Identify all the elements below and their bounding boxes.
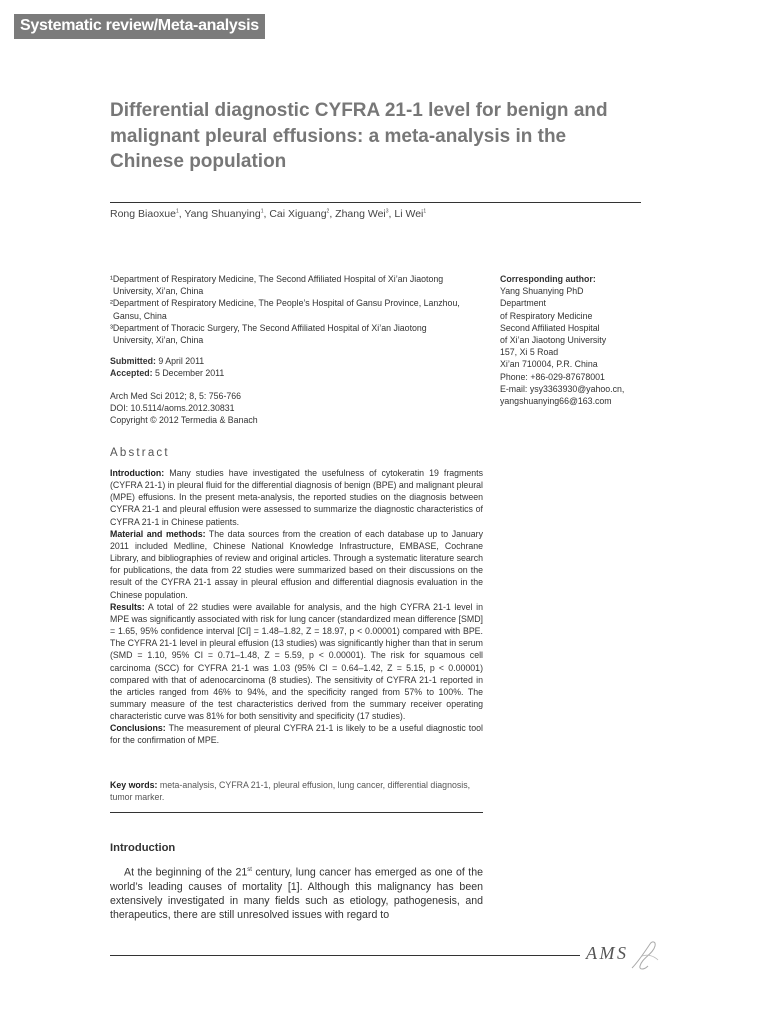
affiliation-line: ²Department of Respiratory Medicine, The People’s Hospital of Gansu Province, Lanzhou, (110, 298, 460, 309)
abstract-section-text: Many studies have investigated the usefulness of cytokeratin 19 fragments (CYFRA 21-1) in pleural fluid for the differential diagnosis of benign (BPE) and malignant pleural (MPE) effusions. In the present meta-analysis, the reported studies on the diagnosis between CYFRA 21-1 and pleural effusion were assessed to summarize the diagnostic characteristics of CYFRA 21-1 in Chinese patients. (110, 468, 483, 527)
abstract-section-label: Material and methods: (110, 528, 206, 539)
corresponding-email[interactable]: E-mail: ysy3363930@yahoo.cn, (500, 383, 625, 394)
doi: DOI: 10.5114/aoms.2012.30831 (110, 403, 235, 414)
author-affiliation-mark: 3 (385, 208, 389, 215)
author-affiliation-mark: 2 (326, 208, 330, 215)
abstract-section-text: The data sources from the creation of each database up to January 2011 included Medline, Chinese National Knowledge Infrastructure, EMBASE, Cochrane Library, and bibliographies of review and original articles. Through a systematic literature search for publications, the data from 22 studies were summarized based on their discussions on the result of the CYFRA 21-1 assay in pleural effusion and differential diagnosis evaluation in the Chinese population. (110, 528, 483, 600)
accepted-label: Accepted: (110, 368, 153, 379)
abstract-section-text: The measurement of pleural CYFRA 21-1 is likely to be a useful diagnostic tool for the confirmation of MPE. (110, 723, 483, 746)
corresponding-line: Phone: +86-029-87678001 (500, 371, 605, 382)
footer-divider (110, 955, 580, 956)
abstract-section-label: Introduction: (110, 468, 165, 478)
affiliation-line: University, Xi’an, China (113, 335, 204, 346)
logo-flourish-icon (628, 938, 662, 974)
corresponding-line: Yang Shuanying PhD (500, 286, 584, 297)
abstract-section (110, 528, 483, 601)
submitted-date: 9 April 2011 (158, 356, 205, 366)
journal-logo: AMS (586, 943, 629, 963)
accepted-date: 5 December 2011 (154, 368, 225, 379)
author-affiliation-mark: 1 (260, 208, 264, 215)
abstract-body (110, 467, 483, 747)
introduction-heading: Introduction (110, 842, 176, 854)
author-name: Cai Xiguang (269, 208, 327, 220)
corresponding-line: 157, Xi 5 Road (500, 347, 559, 358)
affiliation-line: ³Department of Thoracic Surgery, The Second Affiliated Hospital of Xi’an Jiaotong (110, 322, 427, 333)
author-list: Rong Biaoxue$^1$, Yang Shuanying$^1$, Cai Xiguang$^2$, Zhang Wei$^3$, Li Wei$^1$ (110, 208, 427, 220)
affiliation-line: Gansu, China (113, 310, 167, 321)
author-name: Rong Biaoxue (110, 208, 176, 220)
author-affiliation-mark: 1 (175, 208, 179, 215)
journal-citation: Arch Med Sci 2012; 8, 5: 756-766 (110, 391, 242, 401)
author-affiliation-mark: 1 (423, 208, 427, 215)
author-name: Yang Shuanying (184, 208, 261, 220)
title-divider (110, 202, 641, 203)
intro-text: At the beginning of the 21 (124, 866, 248, 879)
corresponding-line: Second Affiliated Hospital (500, 322, 600, 333)
corresponding-line: Department (500, 298, 546, 309)
author-name: Li Wei (394, 208, 424, 220)
introduction-paragraph (110, 863, 483, 922)
affiliation (110, 322, 490, 346)
keywords (110, 779, 483, 803)
abstract-section-text: A total of 22 studies were available for analysis, and the high CYFRA 21-1 level in MPE was significantly associated with risk for lung cancer (standardized mean difference [SMD] = 1.65, 95% confidence interval [CI] = 1.48–1.82, Z = 18.97, p < 0.00001) compared with BPE. The CYFRA 21-1 level in pleural effusion (13 studies) was significantly higher than that in serum (SMD = 1.10, 95% CI = 0.71–1.48, Z = 5.59, p < 0.00001). The risk for squamous cell carcinoma (SCC) for CYFRA 21-1 was 1.03 (95% CI = 0.64–1.42, Z = 5.15, p < 0.00001) compared with that of adenocarcinoma (8 studies). The sensitivity of CYFRA 21-1 reported in the articles ranged from 46% to 94%, and the specificity ranged from 57% to 100%. The summary measure of the test characteristics derived from the summary receiver operating characteristic curve was 81% for both sensitivity and specificity (17 studies). (110, 601, 483, 722)
affiliation-line: University, Xi’an, China (113, 286, 204, 297)
citation-block (110, 390, 258, 427)
abstract-section-label: Results: (110, 601, 145, 612)
corresponding-author-label: Corresponding author: (500, 274, 596, 284)
abstract-section (110, 601, 483, 723)
keywords-divider (110, 812, 483, 813)
corresponding-line: of Xi’an Jiaotong University (500, 335, 607, 346)
affiliation (110, 297, 490, 321)
abstract-section-label: Conclusions: (110, 723, 166, 734)
abstract-section (110, 467, 483, 528)
introduction-body (110, 863, 483, 922)
intro-text: century, lung cancer has emerged as one of the world’s leading causes of mortality [1]. Although this malignancy has been extensively investigated in many fields such as etiology, pathogenesis, and therapeutics, there are still unresolved issues with regard to (110, 866, 483, 922)
keywords-text: meta-analysis, CYFRA 21-1, pleural effusion, lung cancer, differential diagnosis, tumor marker. (110, 780, 471, 803)
article-title: Differential diagnostic CYFRA 21-1 level for benign and malignant pleural effusions: a meta-analysis in the Chinese population (110, 100, 608, 172)
corresponding-line: Xi’an 710004, P.R. China (500, 359, 598, 370)
keywords-label: Key words: (110, 780, 158, 790)
corresponding-line: of Respiratory Medicine (500, 310, 593, 321)
abstract-heading: Abstract (110, 447, 170, 459)
ordinal-suffix: st (247, 867, 252, 873)
corresponding-author (500, 273, 650, 407)
affiliation-line: ¹Department of Respiratory Medicine, The Second Affiliated Hospital of Xi’an Jiaotong (110, 274, 444, 284)
corresponding-email[interactable]: yangshuanying66@163.com (500, 396, 612, 407)
submitted-label: Submitted: (110, 356, 156, 366)
affiliation (110, 273, 490, 297)
affiliations (110, 273, 490, 346)
copyright: Copyright © 2012 Termedia & Banach (110, 415, 258, 426)
abstract-section (110, 722, 483, 746)
section-label: Systematic review/Meta-analysis (14, 14, 265, 39)
author-name: Zhang Wei (335, 208, 386, 220)
article-dates (110, 355, 224, 379)
